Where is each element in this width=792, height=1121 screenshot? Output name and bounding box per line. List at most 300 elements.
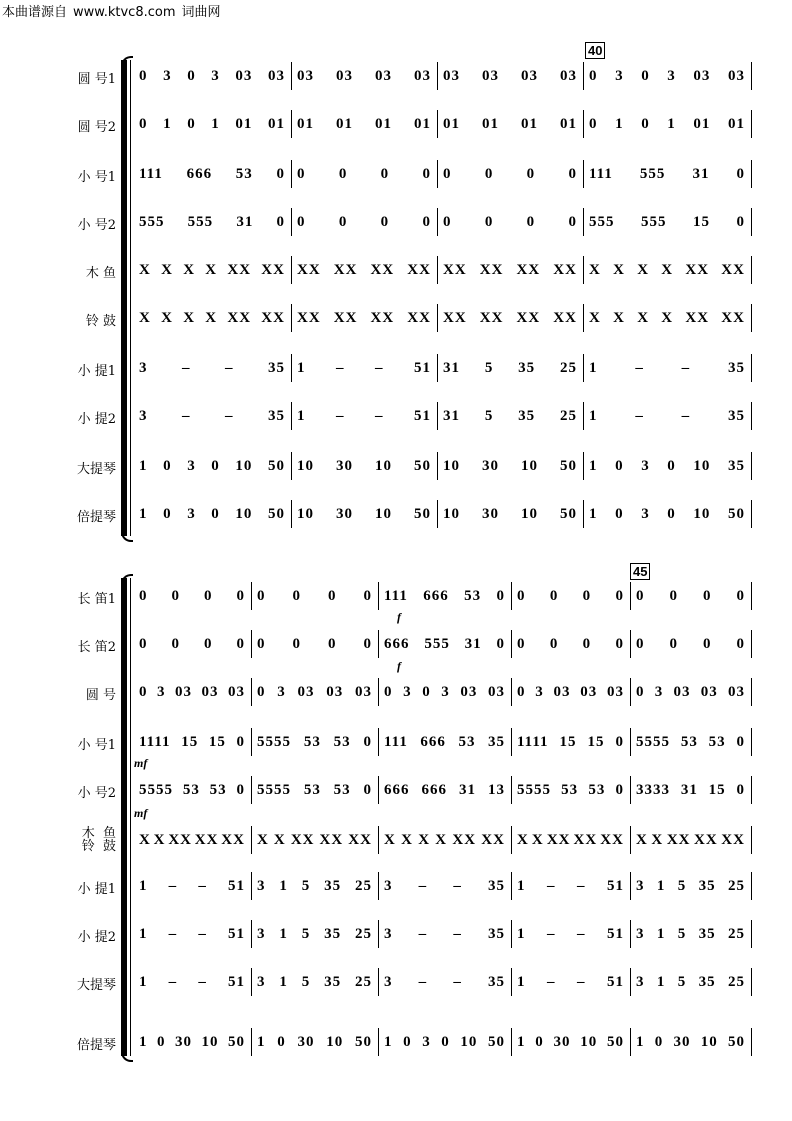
barline xyxy=(751,582,752,610)
note-group: 10 xyxy=(693,505,711,522)
note-group: 30 xyxy=(673,1033,691,1050)
note-group: – xyxy=(547,877,556,894)
note-group: 25 xyxy=(355,925,372,942)
barline xyxy=(378,776,379,804)
measure xyxy=(378,820,511,860)
note-group: 3 xyxy=(384,877,393,894)
note-group: XX xyxy=(443,261,467,278)
note-group: 0 xyxy=(236,635,245,652)
note-group: X xyxy=(139,261,151,278)
note-group: 0 xyxy=(257,635,266,652)
note-group: 0 xyxy=(187,67,196,84)
note-group: 555 xyxy=(641,213,667,230)
note-group: 50 xyxy=(414,505,431,522)
note-group: 35 xyxy=(727,407,745,424)
note-group: 1 xyxy=(517,973,526,990)
note-group: 10 xyxy=(297,457,314,474)
note-group: 0 xyxy=(204,635,213,652)
note-group: 0 xyxy=(615,733,624,750)
note-group: – xyxy=(375,407,384,424)
barline xyxy=(751,1028,752,1056)
note-group: X xyxy=(613,309,625,326)
note-group: XX xyxy=(333,261,358,278)
note-group: 01 xyxy=(414,115,431,132)
note-group: 0 xyxy=(484,213,494,230)
note-group: 3 xyxy=(139,359,148,376)
measure xyxy=(133,1022,251,1062)
note-group: 50 xyxy=(267,505,285,522)
note-group: X xyxy=(613,261,625,278)
note-group: 3 xyxy=(535,683,544,700)
note-group: 25 xyxy=(728,973,745,990)
note-group: – xyxy=(168,925,178,942)
barline xyxy=(630,776,631,804)
note-group: 0 xyxy=(517,587,526,604)
note-group: 31 xyxy=(680,781,698,798)
note-group: 35 xyxy=(727,359,745,376)
measure xyxy=(378,962,511,1002)
note-group: – xyxy=(198,877,207,894)
note-group: 25 xyxy=(559,407,577,424)
note-group: X xyxy=(661,309,674,326)
note-group: 53 xyxy=(235,165,253,182)
note-group: XX xyxy=(600,831,624,848)
measure xyxy=(251,1022,378,1062)
note-group: 03 xyxy=(482,67,499,84)
note-group: 0 xyxy=(641,67,650,84)
note-group: XX xyxy=(370,261,395,278)
note-group: X xyxy=(636,831,648,848)
instrument-label: 小 号2 xyxy=(77,786,116,801)
note-group: XX xyxy=(553,309,577,326)
note-group: 03 xyxy=(336,67,353,84)
note-group: 3 xyxy=(187,505,196,522)
barline xyxy=(251,582,252,610)
barline xyxy=(751,872,752,900)
note-group: 0 xyxy=(654,1033,664,1050)
note-group: X xyxy=(637,261,650,278)
note-group: 3 xyxy=(257,973,266,990)
measure xyxy=(133,576,251,616)
measure xyxy=(133,672,251,712)
note-group: XX xyxy=(290,831,315,848)
note-group: X xyxy=(161,309,173,326)
note-group: 10 xyxy=(460,1033,478,1050)
note-group: 01 xyxy=(336,115,353,132)
note-group: 0 xyxy=(582,587,592,604)
note-group: X xyxy=(661,261,674,278)
note-group: 3 xyxy=(667,67,676,84)
note-group: 50 xyxy=(728,1033,745,1050)
note-group: 0 xyxy=(236,733,245,750)
instrument-label: 木 鱼 铃 鼓 xyxy=(81,826,116,854)
note-group: 10 xyxy=(375,457,392,474)
barline xyxy=(630,630,631,658)
note-group: 0 xyxy=(636,587,645,604)
note-group: XX xyxy=(370,309,395,326)
note-group: – xyxy=(577,973,586,990)
note-group: 10 xyxy=(700,1033,718,1050)
note-group: XX xyxy=(297,261,321,278)
note-group: 0 xyxy=(187,115,196,132)
note-group: 01 xyxy=(235,115,253,132)
note-group: 10 xyxy=(375,505,392,522)
barline xyxy=(630,968,631,996)
note-group: 50 xyxy=(560,505,577,522)
instrument-label: 小 提2 xyxy=(77,412,116,427)
note-group: 53 xyxy=(708,733,726,750)
note-group: 666 xyxy=(423,587,449,604)
note-group: – xyxy=(336,359,345,376)
note-group: 3 xyxy=(157,683,166,700)
note-group: 3 xyxy=(163,67,172,84)
note-group: 0 xyxy=(139,683,148,700)
measure xyxy=(251,962,378,1002)
note-group: 35 xyxy=(268,359,285,376)
note-group: 53 xyxy=(303,781,321,798)
barline xyxy=(751,678,752,706)
barline xyxy=(751,630,752,658)
note-group: 31 xyxy=(464,635,482,652)
measure-number: 45 xyxy=(630,563,650,580)
note-group: 0 xyxy=(211,505,220,522)
note-group: 0 xyxy=(163,505,172,522)
barline xyxy=(511,776,512,804)
note-group: 0 xyxy=(667,505,676,522)
note-group: X xyxy=(418,831,431,848)
note-group: 53 xyxy=(464,587,482,604)
measure xyxy=(378,770,511,810)
note-group: 10 xyxy=(443,505,460,522)
measure xyxy=(378,914,511,954)
note-group: 0 xyxy=(139,115,148,132)
note-group: 03 xyxy=(228,683,245,700)
instrument-label: 倍提琴 xyxy=(76,1038,116,1053)
note-group: 5555 xyxy=(517,781,551,798)
measure xyxy=(251,672,378,712)
note-group: 1 xyxy=(517,925,526,942)
note-group: X xyxy=(651,831,664,848)
note-group: XX xyxy=(443,309,467,326)
note-group: 666 xyxy=(421,781,447,798)
dynamic-f: f xyxy=(397,659,401,673)
measure xyxy=(630,722,751,762)
note-group: 10 xyxy=(235,457,253,474)
note-group: 0 xyxy=(297,165,306,182)
note-group: 0 xyxy=(703,587,712,604)
note-group: 0 xyxy=(443,165,452,182)
barline xyxy=(251,776,252,804)
note-group: 01 xyxy=(482,115,499,132)
note-group: 555 xyxy=(424,635,450,652)
note-group: 30 xyxy=(336,505,353,522)
note-group: 0 xyxy=(441,1033,450,1050)
measure xyxy=(511,820,630,860)
note-group: 25 xyxy=(728,877,745,894)
measure xyxy=(133,624,251,664)
note-group: 50 xyxy=(414,457,431,474)
measure xyxy=(251,866,378,906)
note-group: 1 xyxy=(384,1033,393,1050)
note-group: 03 xyxy=(326,683,344,700)
note-group: 0 xyxy=(496,587,505,604)
note-group: 0 xyxy=(139,635,148,652)
note-group: – xyxy=(681,407,691,424)
instrument-label: 倍提琴 xyxy=(76,510,116,525)
barline xyxy=(630,678,631,706)
note-group: 5 xyxy=(677,925,687,942)
note-group: – xyxy=(225,407,234,424)
note-group: 0 xyxy=(484,165,494,182)
note-group: 0 xyxy=(736,213,745,230)
note-group: XX xyxy=(721,831,745,848)
note-group: 3 xyxy=(139,407,148,424)
dynamic-f: f xyxy=(397,610,401,624)
note-group: 15 xyxy=(181,733,199,750)
barline xyxy=(751,826,752,854)
note-group: 5 xyxy=(301,973,311,990)
measure xyxy=(630,624,751,664)
note-group: 51 xyxy=(227,877,245,894)
note-group: 0 xyxy=(363,781,372,798)
note-group: 1 xyxy=(615,115,624,132)
note-group: XX xyxy=(516,309,541,326)
note-group: 3 xyxy=(277,683,286,700)
note-group: 10 xyxy=(443,457,460,474)
note-group: 3 xyxy=(384,973,393,990)
note-group: X xyxy=(257,831,269,848)
note-group: 555 xyxy=(139,213,165,230)
note-group: X xyxy=(273,831,286,848)
note-group: 35 xyxy=(488,733,505,750)
note-group: 53 xyxy=(209,781,227,798)
note-group: 0 xyxy=(582,635,592,652)
note-group: 111 xyxy=(589,165,613,182)
note-group: 0 xyxy=(736,781,745,798)
note-group: – xyxy=(418,877,428,894)
barline xyxy=(378,872,379,900)
barline xyxy=(251,1028,252,1056)
note-group: 03 xyxy=(297,683,315,700)
instrument-label: 大提琴 xyxy=(76,462,116,477)
measure xyxy=(133,770,251,810)
note-group: 0 xyxy=(328,635,337,652)
measure xyxy=(630,672,751,712)
note-group: 30 xyxy=(482,505,499,522)
instrument-label: 长 笛2 xyxy=(77,640,116,655)
note-group: 0 xyxy=(443,213,452,230)
note-group: 0 xyxy=(636,683,645,700)
system-bracket xyxy=(121,578,127,1056)
note-group: 0 xyxy=(276,165,285,182)
note-group: 01 xyxy=(560,115,577,132)
note-group: – xyxy=(418,973,428,990)
barline xyxy=(630,826,631,854)
note-group: XX xyxy=(546,831,571,848)
instrument-label: 铃 鼓 xyxy=(85,314,116,329)
note-group: 51 xyxy=(227,973,245,990)
note-group: 1 xyxy=(279,877,288,894)
measure xyxy=(133,820,251,860)
note-group: 03 xyxy=(607,683,624,700)
measure xyxy=(251,624,378,664)
note-group: 0 xyxy=(526,165,536,182)
note-group: 3 xyxy=(257,925,266,942)
measure xyxy=(630,1022,751,1062)
barline xyxy=(378,920,379,948)
note-group: 5 xyxy=(677,877,687,894)
note-group: 51 xyxy=(414,407,431,424)
note-group: 03 xyxy=(235,67,253,84)
note-group: 5 xyxy=(301,877,311,894)
barline xyxy=(751,728,752,756)
note-group: 0 xyxy=(204,587,213,604)
instrument-label: 木 鱼 xyxy=(85,266,116,281)
note-group: 35 xyxy=(698,877,716,894)
note-group: 1 xyxy=(517,1033,526,1050)
note-group: 0 xyxy=(338,165,348,182)
note-group: XX xyxy=(553,261,577,278)
barline xyxy=(378,826,379,854)
note-group: 0 xyxy=(277,1033,286,1050)
measure xyxy=(630,576,751,616)
note-group: 35 xyxy=(487,973,505,990)
note-group: 51 xyxy=(607,973,624,990)
note-group: 01 xyxy=(727,115,745,132)
note-group: X xyxy=(435,831,448,848)
note-group: 0 xyxy=(211,457,220,474)
note-group: 10 xyxy=(201,1033,219,1050)
note-group: 0 xyxy=(667,457,676,474)
note-group: 1 xyxy=(297,407,306,424)
instrument-label: 圆 号 xyxy=(85,688,116,703)
barline xyxy=(630,872,631,900)
note-group: 03 xyxy=(673,683,691,700)
note-group: 01 xyxy=(443,115,460,132)
measure xyxy=(133,866,251,906)
note-group: 1 xyxy=(656,973,666,990)
note-group: 0 xyxy=(589,115,598,132)
note-group: XX xyxy=(297,309,321,326)
note-group: 51 xyxy=(607,877,624,894)
note-group: 0 xyxy=(736,587,745,604)
note-group: 03 xyxy=(201,683,219,700)
note-group: 0 xyxy=(292,635,301,652)
note-group: 3 xyxy=(615,67,624,84)
measure xyxy=(630,820,751,860)
instrument-label: 长 笛1 xyxy=(77,592,116,607)
note-group: 1111 xyxy=(139,733,171,750)
bracket-cap-top xyxy=(121,574,133,584)
instrument-label: 小 提1 xyxy=(77,882,116,897)
note-group: 0 xyxy=(403,1033,412,1050)
note-group: – xyxy=(375,359,384,376)
note-group: 0 xyxy=(615,781,624,798)
measure xyxy=(133,962,251,1002)
note-group: 15 xyxy=(587,733,605,750)
note-group: – xyxy=(182,359,191,376)
note-group: 555 xyxy=(187,213,214,230)
note-group: 15 xyxy=(208,733,226,750)
note-group: XX xyxy=(333,309,358,326)
note-group: 1 xyxy=(589,505,598,522)
note-group: XX xyxy=(227,261,252,278)
note-group: 35 xyxy=(487,877,505,894)
note-group: 1 xyxy=(589,359,598,376)
barline xyxy=(378,728,379,756)
barline xyxy=(630,920,631,948)
note-group: 0 xyxy=(422,213,431,230)
note-group: 03 xyxy=(443,67,460,84)
note-group: 30 xyxy=(297,1033,315,1050)
note-group: 03 xyxy=(414,67,431,84)
note-group: 30 xyxy=(553,1033,571,1050)
note-group: 0 xyxy=(535,1033,544,1050)
note-group: 10 xyxy=(235,505,253,522)
note-group: 03 xyxy=(553,683,571,700)
note-group: 3 xyxy=(211,67,220,84)
note-group: 1 xyxy=(139,457,148,474)
note-group: 50 xyxy=(727,505,745,522)
note-group: XX xyxy=(261,309,285,326)
note-group: 1 xyxy=(656,877,666,894)
system-line xyxy=(130,578,131,1056)
note-group: – xyxy=(168,973,178,990)
note-group: 50 xyxy=(607,1033,624,1050)
note-group: 1 xyxy=(257,1033,266,1050)
note-group: 1111 xyxy=(517,733,549,750)
note-group: 0 xyxy=(703,635,712,652)
note-group: XX xyxy=(168,831,192,848)
note-group: 0 xyxy=(568,165,577,182)
measure xyxy=(251,722,378,762)
note-group: 0 xyxy=(292,587,301,604)
note-group: 666 xyxy=(384,635,410,652)
barline xyxy=(751,968,752,996)
note-group: 5555 xyxy=(139,781,173,798)
note-group: 3 xyxy=(641,457,650,474)
note-group: 666 xyxy=(186,165,213,182)
note-group: – xyxy=(547,973,556,990)
note-group: 5555 xyxy=(257,733,291,750)
note-group: XX xyxy=(221,831,245,848)
note-group: X xyxy=(183,261,196,278)
note-group: 5555 xyxy=(636,733,670,750)
instrument-label: 小 号1 xyxy=(77,170,116,185)
note-group: 50 xyxy=(228,1033,245,1050)
note-group: 35 xyxy=(727,457,745,474)
header-site: 本曲谱源自 xyxy=(2,5,68,20)
barline xyxy=(751,920,752,948)
note-group: – xyxy=(635,359,644,376)
note-group: – xyxy=(577,925,586,942)
note-group: 0 xyxy=(589,67,598,84)
note-group: 25 xyxy=(355,973,372,990)
measure xyxy=(378,624,511,664)
note-group: 0 xyxy=(363,733,372,750)
note-group: 35 xyxy=(324,973,342,990)
note-group: – xyxy=(453,973,462,990)
note-group: 0 xyxy=(615,587,624,604)
dynamic-mf: mf xyxy=(134,756,148,770)
note-group: 25 xyxy=(728,925,745,942)
instrument-label: 小 提1 xyxy=(77,364,116,379)
note-group: 111 xyxy=(384,733,408,750)
instrument-label: 小 号1 xyxy=(77,738,116,753)
header-url: www.ktvc8.com xyxy=(73,5,176,20)
measure xyxy=(378,672,511,712)
note-group: XX xyxy=(721,309,745,326)
